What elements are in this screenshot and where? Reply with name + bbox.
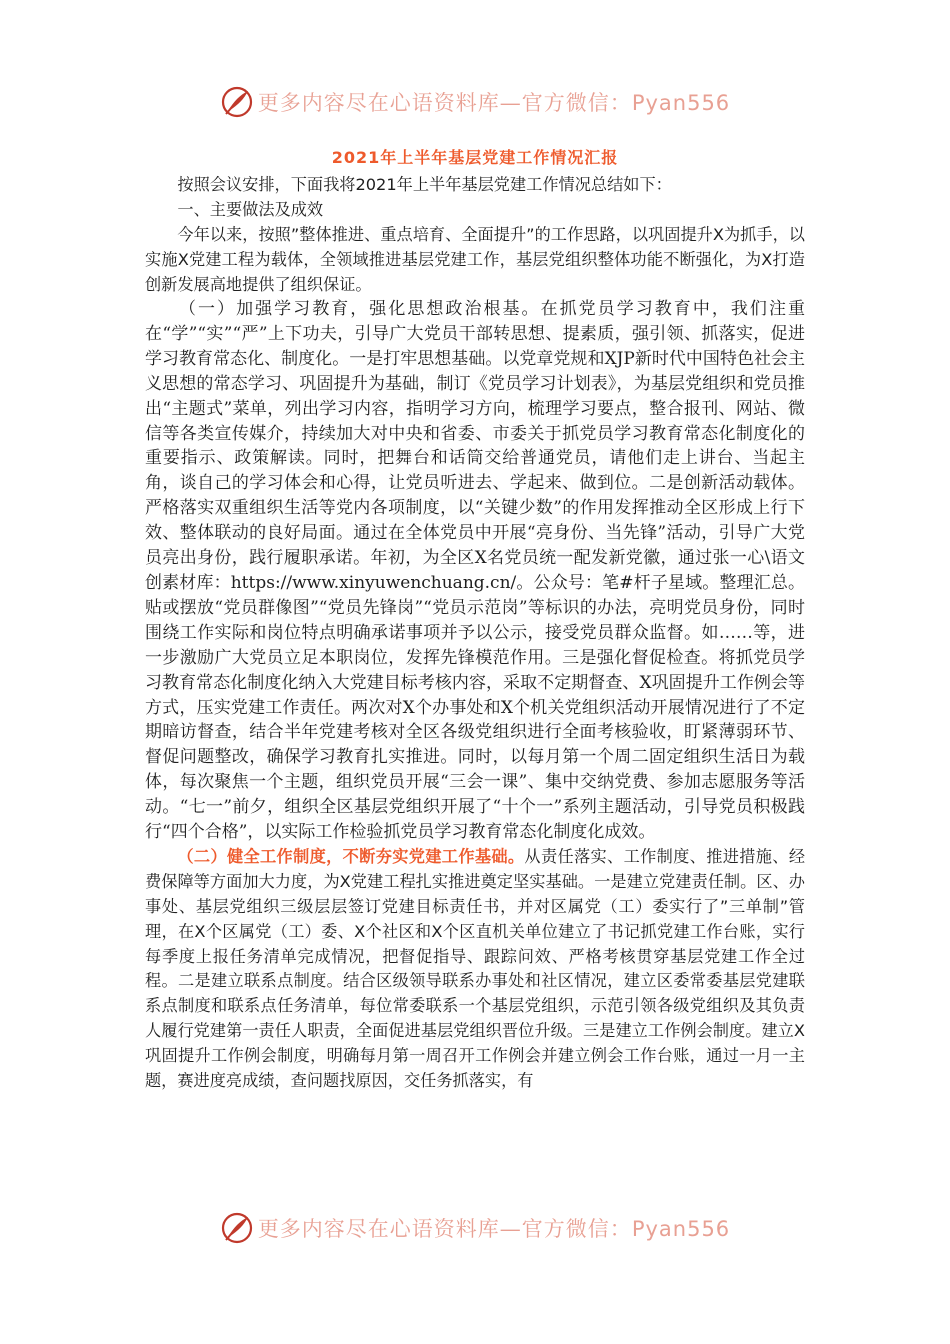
footer-watermark-banner bbox=[0, 1208, 950, 1248]
section-2-heading: （二）健全工作制度，不断夯实党建工作基础。 bbox=[177, 846, 525, 866]
banner-text: 更多内容尽在心语资料库—官方微信：Pyan556 bbox=[257, 91, 731, 115]
paragraph-intro: 按照会议安排，下面我将2021年上半年基层党建工作情况总结如下： bbox=[177, 175, 672, 194]
section-2-body: 从责任落实、工作制度、推进措施、经费保障等方面加大力度，为X党建工程扎实推进奠定坚实基础。一是建立党建责任制。区、办事处、基层党组织三级层层签订党建目标责任书，并对区属党（工）委实行了”三单制”管理，在X个区属党（工）委、X个社区和X个区直机关单位建立了书记抓党建工作台账，实行每季度上报任务清单完成情况，把督促指导、跟踪问效、严格考核贯穿基层党建工作全过程。二是建立联系点制度。结合区级领导联系办事处和社区情况，建立区委常委基层党建联系点制度和联系点任务清单，每位常委联系一个基层党组织，示范引领各级党组织及其负责人履行党建第一责任人职责，全面促进基层党组织晋位升级。三是建立工作例会制度。建立X巩固提升工作例会制度，明确每月第一周召开工作例会并建立例会工作台账，通过一月一主题，赛进度亮成绩，查问题找原因，交任务抓落实，有 bbox=[145, 846, 806, 1091]
section-heading: 一、主要做法及成效 bbox=[177, 200, 324, 219]
quill-logo-icon bbox=[220, 1211, 254, 1245]
paragraph-section-1: （一）加强学习教育，强化思想政治根基。在抓党员学习教育中，我们注重在“学”“实”“严”上下功夫，引导广大党员干部转思想、提素质，强引领、抓落实，促进学习教育常态化、制度化。一是打牢思想基础。以党章党规和XJP新时代中国特色社会主义思想的常态学习、巩固提升为基础，制订《党员学习计划表》，为基层党组织和党员推出“主题式”菜单，列出学习内容，指明学习方向，梳理学习要点，整合报刊、网站、微信等各类宣传媒介，持续加大对中央和省委、市委关于抓党员学习教育常态化制度化的重要指示、政策解读。同时，把舞台和话筒交给普通党员，请他们走上讲台、当起主角，谈自己的学习体会和心得，让党员听进去、学起来、做到位。二是创新活动载体。严格落实双重组织生活等党内各项制度，以“关键少数”的作用发挥推动全区形成上行下效、整体联动的良好局面。通过在全体党员中开展“亮身份、当先锋”活动，引导广大党员亮出身份，践行履职承诺。年初，为全区X名党员统一配发新党徽，通过张一心\语文创素材库：https://www.xinyuwenchuang.cn/。公众号：笔#杆子星域。整理汇总。贴或摆放“党员群像图”“党员先锋岗”“党员示范岗”等标识的办法，亮明党员身份，同时围绕工作实际和岗位特点明确承诺事项并予以公示，接受党员群众监督。如……等，进一步激励广大党员立足本职岗位，发挥先锋模范作用。三是强化督促检查。将抓党员学习教育常态化制度化纳入大党建目标考核内容，采取不定期督查、X巩固提升工作例会等方式，压实党建工作责任。两次对X个办事处和X个机关党组织活动开展情况进行了不定期暗访督查，结合半年党建考核对全区各级党组织进行全面考核验收，盯紧薄弱环节、督促问题整改，确保学习教育扎实推进。同时，以每月第一个周二固定组织生活日为载体，每次聚焦一个主题，组织党员开展“三会一课”、集中交纳党费、参加志愿服务等活动。“七一”前夕，组织全区基层党组织开展了“十个一”系列主题活动，引导党员积极践行“四个合格”，以实际工作检验抓党员学习教育常态化制度化成效。 bbox=[145, 299, 805, 843]
banner-text: 更多内容尽在心语资料库—官方微信：Pyan556 bbox=[257, 1217, 731, 1241]
document-body bbox=[145, 172, 805, 1094]
header-watermark-banner bbox=[0, 82, 950, 122]
quill-logo-icon bbox=[220, 85, 254, 119]
paragraph-overview: 今年以来，按照”整体推进、重点培育、全面提升”的工作思路，以巩固提升X为抓手，以实施X党建工程为载体，全领域推进基层党建工作，基层党组织整体功能不断强化，为X打造创新发展高地提供了组织保证。 bbox=[145, 225, 805, 294]
document-title: 2021年上半年基层党建工作情况汇报 bbox=[331, 148, 619, 167]
paragraph-section-2 bbox=[145, 845, 805, 1094]
